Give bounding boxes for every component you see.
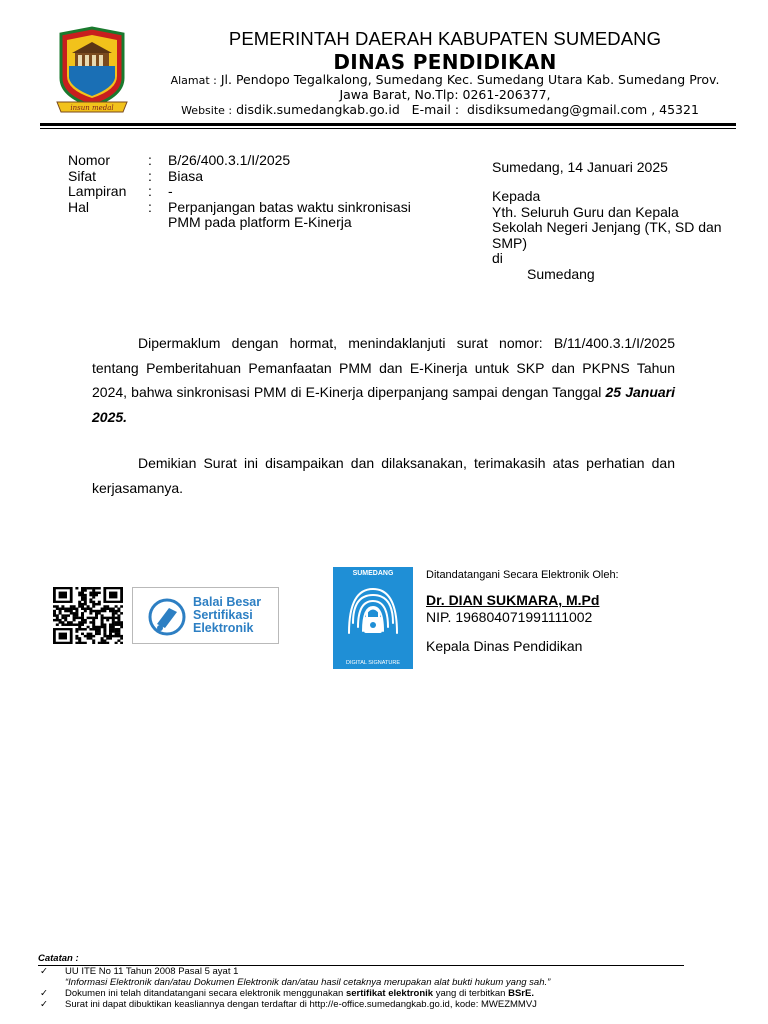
signatory-title: Kepala Dinas Pendidikan	[426, 638, 583, 654]
agency-name: DINAS PENDIDIKAN	[333, 50, 557, 74]
meta-key: Nomor	[68, 152, 111, 168]
contact-line	[160, 102, 720, 117]
meta-key: Hal	[68, 198, 90, 215]
email-link[interactable]: disdiksumedang@gmail.com , 45321	[467, 102, 699, 117]
meta-row-sifat	[68, 169, 428, 185]
email-label: E-mail :	[411, 102, 460, 117]
body-p1-date: 25 Januari 2025.	[92, 384, 675, 425]
badge-bottom-label: DIGITAL SIGNATURE	[346, 660, 400, 666]
meta-value: Perpanjangan batas waktu sinkronisasi PMM pada platform E-Kinerja	[168, 198, 411, 230]
letter-date: Sumedang, 14 Januari 2025	[492, 159, 668, 175]
header-rule-thick	[40, 123, 736, 126]
body-paragraph-1	[92, 331, 675, 429]
address-line-1	[160, 72, 730, 87]
checkmark-icon: ✓	[40, 999, 48, 1010]
bsre-name	[193, 596, 261, 635]
bsre-line-1: Balai Besar	[193, 595, 262, 609]
checkmark-icon: ✓	[40, 966, 48, 977]
footer-note-2-pre: Dokumen ini telah ditandatangani secara elektronik menggunakan	[65, 988, 346, 999]
bsre-logo	[132, 587, 279, 644]
recipient-kepada: Kepada	[492, 188, 541, 204]
footer-note-2-text	[65, 988, 534, 999]
meta-row-nomor	[68, 153, 428, 169]
footer-note-2-cert: sertifikat elektronik	[345, 988, 434, 999]
body-paragraph-2: Demikian Surat ini disampaikan dan dilaksanakan, terimakasih atas perhatian dan kerjasamanya.	[92, 455, 675, 496]
bsre-line-3: Elektronik	[193, 621, 254, 635]
recipient-city: Sumedang	[527, 265, 595, 282]
signature-intro: Ditandatangani Secara Elektronik Oleh:	[426, 569, 619, 581]
footer-note-1-text: UU ITE No 11 Tahun 2008 Pasal 5 ayat 1	[65, 966, 239, 977]
footer-note-2-bsre: BSrE.	[508, 988, 534, 999]
address-text-1: Jl. Pendopo Tegalkalong, Sumedang Kec. Sumedang Utara Kab. Sumedang Prov.	[220, 72, 720, 87]
recipient-name: Yth. Seluruh Guru dan Kepala Sekolah Negeri Jenjang (TK, SD dan SMP)	[492, 203, 722, 251]
coat-of-arms-logo	[55, 26, 129, 116]
address-label: Alamat :	[170, 74, 217, 87]
meta-row-hal	[68, 200, 428, 231]
meta-row-lampiran	[68, 184, 428, 200]
footer-note-1	[40, 966, 550, 977]
government-name: PEMERINTAH DAERAH KABUPATEN SUMEDANG	[228, 28, 662, 49]
website-label: Website :	[181, 104, 233, 117]
header-rule-thin	[40, 128, 736, 129]
digital-signature-badge	[333, 567, 413, 669]
footer-note-2	[40, 988, 550, 999]
recipient-block	[492, 189, 722, 282]
meta-value: B/26/400.3.1/I/2025	[168, 152, 291, 168]
meta-value: Biasa	[168, 167, 204, 184]
badge-top-label: SUMEDANG	[352, 570, 394, 577]
qr-code	[53, 587, 123, 644]
footer-note-1-quote: “Informasi Elektronik dan/atau Dokumen Elektronik dan/atau hasil cetaknya merupakan alat bukti hukum yang sah.”	[65, 977, 551, 988]
body-p1-text: Dipermaklum dengan hormat, menindaklanjuti surat nomor: B/11/400.3.1/I/2025 tentang Pemberitahuan Pemanfaatan PMM dan E-Kinerja untuk SKP dan PKPNS Tahun 2024, bahwa sinkronisasi PMM di E-Kinerja diperpanjang sampai dengan Tanggal	[92, 335, 675, 400]
meta-value: -	[168, 183, 173, 199]
meta-key: Sifat	[68, 167, 97, 184]
fingerprint-lock-icon	[343, 583, 403, 655]
meta-colon: :	[148, 183, 152, 199]
meta-colon: :	[148, 167, 152, 184]
website-link[interactable]: disdik.sumedangkab.go.id	[236, 102, 400, 117]
signatory-nip: NIP. 196804071991111002	[426, 609, 593, 625]
recipient-di: di	[492, 250, 503, 266]
meta-key: Lampiran	[68, 183, 127, 199]
meta-colon: :	[148, 152, 152, 168]
checkmark-icon: ✓	[40, 988, 48, 999]
svg-text:insun medal: insun medal	[70, 104, 114, 112]
footer-notes	[40, 966, 550, 1010]
meta-colon: :	[148, 198, 152, 215]
footer-note-2-mid: yang di terbitkan	[433, 988, 509, 999]
bsre-line-2: Sertifikasi	[193, 608, 253, 622]
footer-catatan: Catatan :	[38, 953, 79, 964]
footer-note-3-text: Surat ini dapat dibuktikan keasliannya dengan terdaftar di http://e-office.sumedangkab.go.id, kode: MWEZMMVJ	[65, 999, 537, 1010]
letter-body	[92, 331, 675, 500]
letter-meta	[68, 153, 428, 231]
signatory-name: Dr. DIAN SUKMARA, M.Pd	[426, 592, 600, 608]
bsre-emblem-icon	[147, 598, 187, 636]
address-line-2: Jawa Barat, No.Tlp: 0261-206377,	[339, 87, 551, 102]
footer-note-3	[40, 999, 550, 1010]
